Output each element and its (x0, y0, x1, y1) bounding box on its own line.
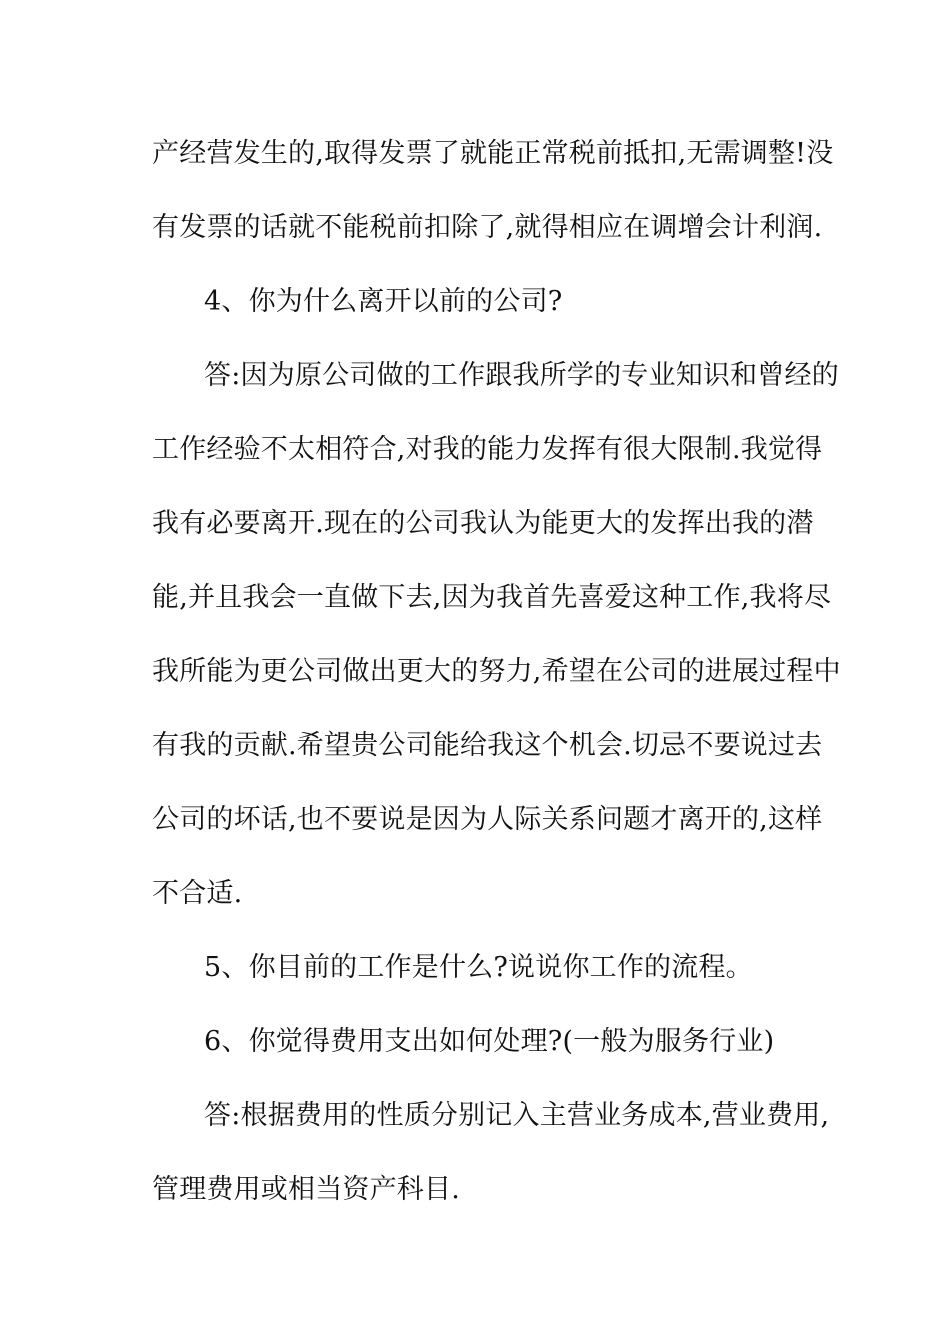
text-line: 公司的坏话,也不要说是因为人际关系问题才离开的,这样 (152, 804, 823, 835)
question-heading: 5、你目前的工作是什么?说说你工作的流程。 (204, 952, 753, 983)
answer-paragraph-start: 答:根据费用的性质分别记入主营业务成本,营业费用, (204, 1100, 830, 1131)
question-heading: 6、你觉得费用支出如何处理?(一般为服务行业) (204, 1026, 775, 1057)
answer-paragraph-start: 答:因为原公司做的工作跟我所学的专业知识和曾经的 (204, 360, 839, 391)
question-heading: 4、你为什么离开以前的公司? (204, 286, 563, 317)
text-line: 工作经验不太相符合,对我的能力发挥有很大限制.我觉得 (152, 434, 823, 465)
text-line: 能,并且我会一直做下去,因为我首先喜爱这种工作,我将尽 (152, 582, 832, 613)
text-line: 产经营发生的,取得发票了就能正常税前抵扣,无需调整!没 (152, 138, 834, 169)
text-line: 管理费用或相当资产科目. (152, 1174, 460, 1205)
text-line: 不合适. (152, 878, 243, 909)
text-line: 有发票的话就不能税前扣除了,就得相应在调增会计利润. (152, 212, 823, 243)
text-line: 我有必要离开.现在的公司我认为能更大的发挥出我的潜 (152, 508, 814, 539)
text-line: 有我的贡献.希望贵公司能给我这个机会.切忌不要说过去 (152, 730, 823, 761)
text-line: 我所能为更公司做出更大的努力,希望在公司的进展过程中 (152, 656, 841, 687)
